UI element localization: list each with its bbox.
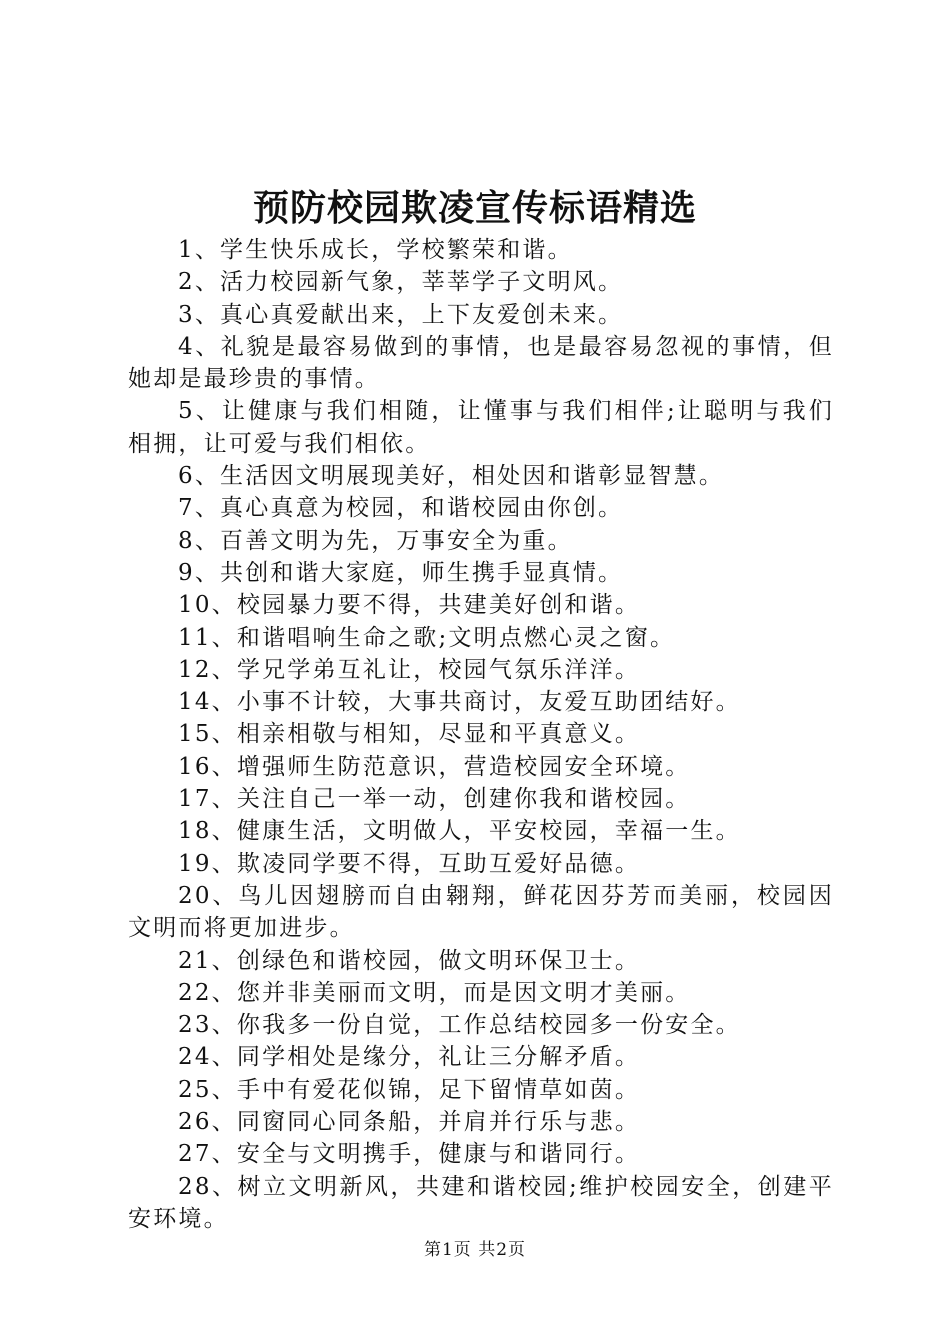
slogan-item: 19、欺凌同学要不得，互助互爱好品德。 xyxy=(178,850,641,877)
slogan-item: 25、手中有爱花似锦，足下留情草如茵。 xyxy=(178,1076,641,1103)
page-number-footer: 第1页 共2页 xyxy=(423,1240,527,1260)
slogan-item: 23、你我多一份自觉，工作总结校园多一份安全。 xyxy=(178,1012,741,1039)
slogan-item: 21、创绿色和谐校园，做文明环保卫士。 xyxy=(178,947,641,974)
slogan-item: 4、礼貌是最容易做到的事情，也是最容易忽视的事情，但她却是最珍贵的事情。 xyxy=(128,333,834,393)
slogan-item: 17、关注自己一举一动，创建你我和谐校园。 xyxy=(178,786,691,813)
slogan-item: 28、树立文明新风，共建和谐校园;维护校园安全，创建平安环境。 xyxy=(128,1173,834,1232)
slogan-item: 7、真心真意为校园，和谐校园由你创。 xyxy=(178,495,624,522)
slogan-item: 15、相亲相敬与相知，尽显和平真意义。 xyxy=(178,721,641,748)
slogan-item: 8、百善文明为先，万事安全为重。 xyxy=(178,527,573,554)
slogan-item: 12、学兄学弟互礼让，校园气氛乐洋洋。 xyxy=(178,656,641,683)
slogan-item: 14、小事不计较，大事共商讨，友爱互助团结好。 xyxy=(178,689,741,716)
slogan-item: 9、共创和谐大家庭，师生携手显真情。 xyxy=(178,559,624,586)
slogan-item: 16、增强师生防范意识，营造校园安全环境。 xyxy=(178,753,691,780)
slogan-list xyxy=(128,234,834,1235)
slogan-item: 2、活力校园新气象，莘莘学子文明风。 xyxy=(178,269,624,296)
slogan-item: 10、校园暴力要不得，共建美好创和谐。 xyxy=(178,592,641,619)
slogan-item: 24、同学相处是缘分，礼让三分解矛盾。 xyxy=(178,1044,641,1071)
slogan-item: 11、和谐唱响生命之歌;文明点燃心灵之窗。 xyxy=(178,624,676,651)
slogan-item: 1、学生快乐成长，学校繁荣和谐。 xyxy=(178,237,573,263)
slogan-item: 27、安全与文明携手，健康与和谐同行。 xyxy=(178,1141,641,1168)
slogan-item: 3、真心真爱献出来，上下友爱创未来。 xyxy=(178,301,624,328)
slogan-item: 20、鸟儿因翅膀而自由翱翔，鲜花因芬芳而美丽，校园因文明而将更加进步。 xyxy=(128,882,834,942)
slogan-item: 5、让健康与我们相随，让懂事与我们相伴;让聪明与我们相拥，让可爱与我们相依。 xyxy=(128,398,834,457)
document-title: 预防校园欺凌宣传标语精选 xyxy=(252,187,697,229)
slogan-item: 26、同窗同心同条船，并肩并行乐与悲。 xyxy=(178,1109,641,1136)
slogan-item: 22、您并非美丽而文明，而是因文明才美丽。 xyxy=(178,979,691,1006)
slogan-item: 18、健康生活，文明做人，平安校园，幸福一生。 xyxy=(178,818,741,845)
slogan-item: 6、生活因文明展现美好，相处因和谐彰显智慧。 xyxy=(178,463,725,490)
